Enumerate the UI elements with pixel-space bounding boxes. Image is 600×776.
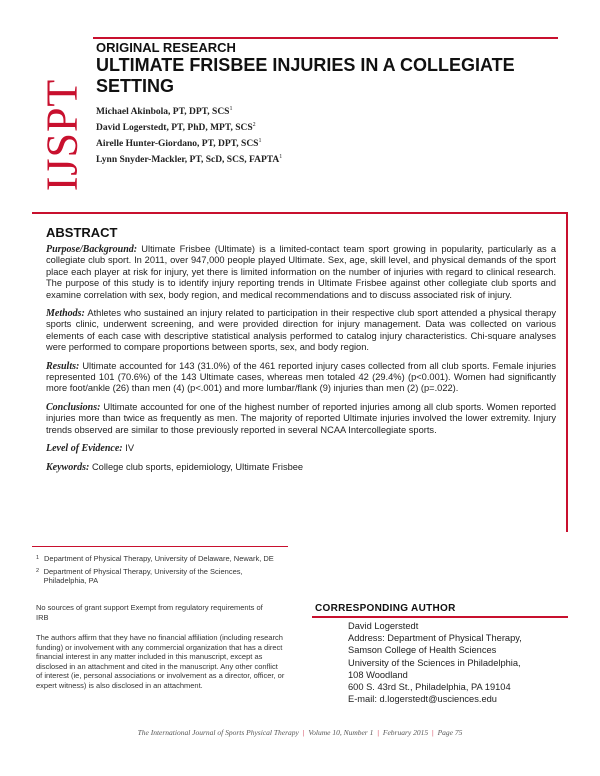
address-line: 108 Woodland	[348, 669, 408, 680]
journal-logo-text: IJSPT	[37, 78, 87, 192]
footer-page: Page 75	[437, 728, 463, 737]
corresponding-author-rule	[312, 616, 568, 618]
keywords: Keywords: College club sports, epidemiology, Ultimate Frisbee	[46, 461, 304, 473]
email-line: E-mail: d.logerstedt@usciences.edu	[348, 694, 497, 705]
footer-journal: The International Journal of Sports Physical Therapy	[137, 728, 299, 737]
header-rule	[93, 37, 558, 39]
author: David Logerstedt, PT, PhD, MPT, SCS$^2$	[96, 122, 256, 134]
author: Airelle Hunter-Giordano, PT, DPT, SCS$^1$	[96, 138, 262, 150]
article-title: ULTIMATE FRISBEE INJURIES IN A COLLEGIATE SETTING	[96, 55, 515, 96]
address-line: Samson College of Health Sciences	[348, 645, 497, 656]
address-line: 600 S. 43rd St., Philadelphia, PA 19104	[348, 682, 511, 693]
corresponding-author-details	[348, 620, 568, 705]
corresponding-author-heading: CORRESPONDING AUTHOR	[315, 603, 456, 614]
author-list	[96, 103, 282, 168]
footnote-rule	[32, 546, 288, 547]
affiliation: 2 Department of Physical Therapy, University of the Sciences, Philadelphia, PA	[36, 566, 243, 585]
abstract-conclusions: Conclusions: Ultimate accounted for one of the highest number of reported injuries among all club sports. Women reported injuries more than twice as frequently as men. The majority of reported Ultimate injuries involved the lower extremity. Injury trends observed are similar to those previously reported in several NCAA Intercollegiate sports.	[46, 401, 556, 435]
abstract-heading: ABSTRACT	[46, 225, 118, 240]
affiliation: 1 Department of Physical Therapy, University of Delaware, Newark, DE	[36, 554, 274, 563]
author: Lynn Snyder-Mackler, PT, ScD, SCS, FAPTA$^1$	[96, 154, 283, 166]
disclosure-statement: The authors affirm that they have no financial affiliation (including research funding) or involvement with any commercial organization that has a direct financial interest in any matter included in this manuscript, except as disclosed in an attachment and cited in the manuscript. Any other conflict of interest (ie, personal associations or involvement as a director, officer, or expert witness) is also disclosed in an attachment.	[36, 633, 285, 690]
footer-date: February 2015	[382, 728, 429, 737]
address-line: Address: Department of Physical Therapy,	[348, 633, 522, 644]
footer-volume: Volume 10, Number 1	[308, 728, 374, 737]
article-type: ORIGINAL RESEARCH	[96, 40, 236, 55]
journal-logo	[20, 40, 87, 192]
abstract-body	[46, 244, 556, 480]
corresponding-author-name: David Logerstedt	[348, 621, 419, 631]
funding-statement: No sources of grant support Exempt from regulatory requirements of IRB	[36, 603, 263, 622]
author: Michael Akinbola, PT, DPT, SCS$^1$	[96, 106, 233, 118]
affiliations	[36, 554, 286, 589]
abstract-methods: Methods: Athletes who sustained an injury related to participation in their respective club sport attended a physical therapy sports clinic, underwent screening, and were provided direction for injury management. Data was collected on various elements of each case with descriptive statistical analysis performed to catalog injury characteristics. Chi-square analyses were performed to compare proportions between sports, sex, and body region.	[46, 308, 556, 353]
address-line: University of the Sciences in Philadelphia,	[348, 657, 521, 668]
abstract-results: Results: Ultimate accounted for 143 (31.0%) of the 461 reported injury cases collected from all club sports. Female injuries represented 101 (70.6%) of the 143 Ultimate cases, whereas men totaled 42 (29.4%) (p<0.001). Women had significantly more foot/ankle (26) than men (4) (p<.001) and more lumbar/flank (9) injuries than men (2) (p=.022).	[46, 360, 556, 394]
page-footer: The International Journal of Sports Physical Therapy | Volume 10, Number 1 | February 2015 | Page 75	[137, 728, 463, 737]
level-of-evidence: Level of Evidence: IV	[46, 443, 135, 455]
abstract-background: Purpose/Background: Ultimate Frisbee (Ultimate) is a limited-contact team sport growing in popularity, particularly as a collegiate club sport. In 2011, over 947,000 people played Ultimate. Sex, age, skill level, and physical demands of the sport place each player at risk for injury, yet there is limited information on the number of injuries with regard to clinical research. The purpose of this study is to identify injury reporting trends in Ultimate Frisbee against other collegiate club sports and examine correlation with sex, body region, and medical recommendations and to discuss associated risk of injury.	[46, 244, 556, 300]
